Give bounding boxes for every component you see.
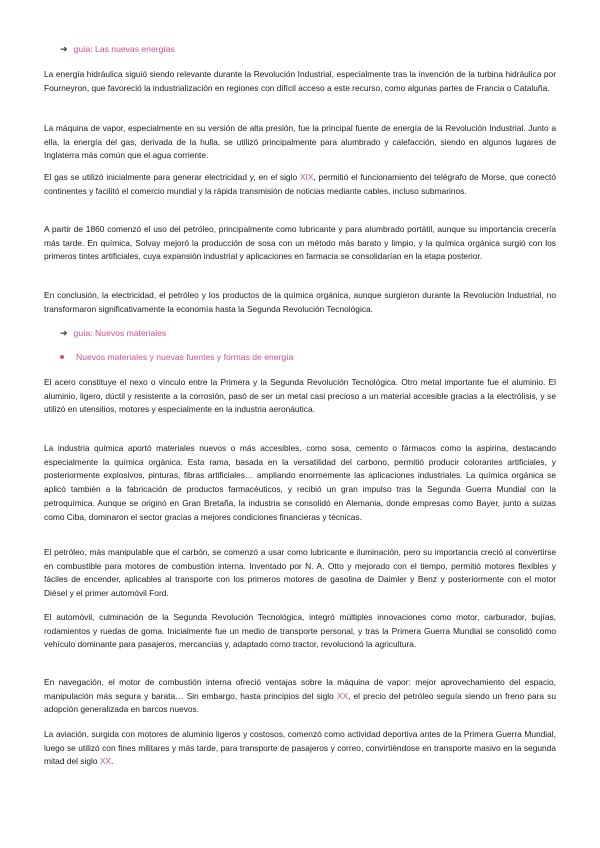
section-heading-bullet [60, 352, 293, 362]
paragraph-vapor: La máquina de vapor, especialmente en su versión de alta presión, fue la principal fuente de energía de la Revolución Industrial. Junto a ella, la energía del gas, derivada de la hulla, se utilizó principalmente para alumbrado y calefacción, siendo en algunos lugares de Inglaterra más común que el agua corriente. [44, 123, 556, 161]
paragraph-automovil: El automóvil, culminación de la Segunda Revolución Tecnológica, integró múltiples innovaciones como motor, carburador, bujías, rodamientos y ruedas de goma. Inicialmente fue un medio de transporte personal, y tras la Primera Guerra Mundial se consolidó como vehículo dominante para pasajeros, mercancías y, adaptado como tractor, revolucionó la agricultura. [44, 612, 556, 650]
paragraph-aviacion: La aviación, surgida con motores de aluminio ligeros y costosos, comenzó como actividad deportiva antes de la Primera Guerra Mundial, luego se utilizó con fines militares y más tarde, para transporte de pasajeros y correo, convirtiéndose en transporte masivo en la segunda mitad del siglo XX. [44, 729, 556, 767]
arrow-right-icon: ➔ [60, 328, 68, 338]
paragraph-navegacion: En navegación, el motor de combustión interna ofreció ventajas sobre la máquina de vapor: mejor aprovechamiento del espacio, manipulación más segura y barata… Sin embargo, hasta principios del siglo XX, el precio del petróleo seguía siendo un freno para su adopción generalizada en barcos nuevos. [44, 677, 556, 715]
section-heading: Nuevos materiales y nuevas fuentes y formas de energía [76, 352, 294, 362]
century-highlight: XIX [299, 172, 314, 182]
bullet-icon [60, 355, 64, 359]
paragraph-conclusion: En conclusión, la electricidad, el petróleo y los productos de la química orgánica, aunque surgieron durante la Revolución Industrial, no transformaron significativamente la economía hasta la Segunda Revolución Tecnológica. [44, 290, 556, 314]
century-highlight: XX [99, 756, 112, 767]
guide-link-energias[interactable] [60, 44, 175, 55]
paragraph-acero: El acero constituye el nexo o vínculo entre la Primera y la Segunda Revolución Tecnológica. Otro metal importante fue el aluminio. El aluminio, ligero, dúctil y resistente a la corrosión, pasó de ser un metal casi precioso a un material accesible gracias a la electrólisis, y se utilizó en utensilios, motores y especialmente en la industria aeronáutica. [44, 377, 556, 415]
guide-link-materiales[interactable] [60, 328, 166, 339]
paragraph-gas: El gas se utilizó inicialmente para generar electricidad y, en el siglo XIX, permitió el funcionamiento del telégrafo de Morse, que conectó continentes y facilitó el comercio mundial y la rápida transmisión de noticias mediante cables, incluso submarinos. [44, 172, 556, 196]
guide-link-text[interactable]: guía: Nuevos materiales [73, 328, 167, 338]
century-highlight: XX [336, 690, 349, 701]
guide-link-text[interactable]: guía: Las nuevas energías [73, 44, 175, 54]
paragraph-petroleo: El petróleo, más manipulable que el carbón, se comenzó a usar como lubricante e iluminación, pero su importancia creció al convertirse en combustible para motores de combustión interna. Inventado por N. A. Otto y mejorado con el tiempo, permitió motores flexibles y fáciles de encender, aplicables al transporte con los primeros motores de gasolina de Daimler y Benz y posteriormente con el motor Diésel y el primer automóvil Ford. [44, 547, 556, 599]
arrow-right-icon: ➔ [60, 44, 68, 54]
paragraph-petroleo-quimica: A partir de 1860 comenzó el uso del petróleo, principalmente como lubricante y para alumbrado portátil, aunque su importancia crecería más tarde. En química, Solvay mejoró la producción de sosa con un método más barato y limpio, y la química orgánica surgió con los primeros tintes artificiales, cuya expansión industrial y aplicaciones en farmacia se consolidarían en la etapa posterior. [44, 224, 556, 262]
paragraph-industria-quimica: La industria química aportó materiales nuevos o más accesibles, como sosa, cemento o fármacos como la aspirina, destacando especialmente la química orgánica. Esta rama, basada en la versatilidad del carbono, permitió producir colorantes artificiales, y posteriormente explosivos, pinturas, fibras artificiales… ampliando enormemente las aplicaciones industriales. La química orgánica se aplicó también a la fabricación de productos farmacéuticos, y recibió un gran impulso tras la Segunda Guerra Mundial con la petroquímica. Aunque se originó en Gran Bretaña, la industria se consolidó en Alemania, donde empresas como Bayer, junto a suizas como Ciba, dominaron el sector gracias a mejores condiciones financieras y técnicas. [44, 443, 556, 522]
paragraph-hidraulica: La energía hidráulica siguió siendo relevante durante la Revolución Industrial, especialmente tras la invención de la turbina hidráulica por Fourneyron, que favoreció la industrialización en regiones con difícil acceso a este recurso, como algunas partes de Francia o Cataluña. [44, 69, 556, 93]
